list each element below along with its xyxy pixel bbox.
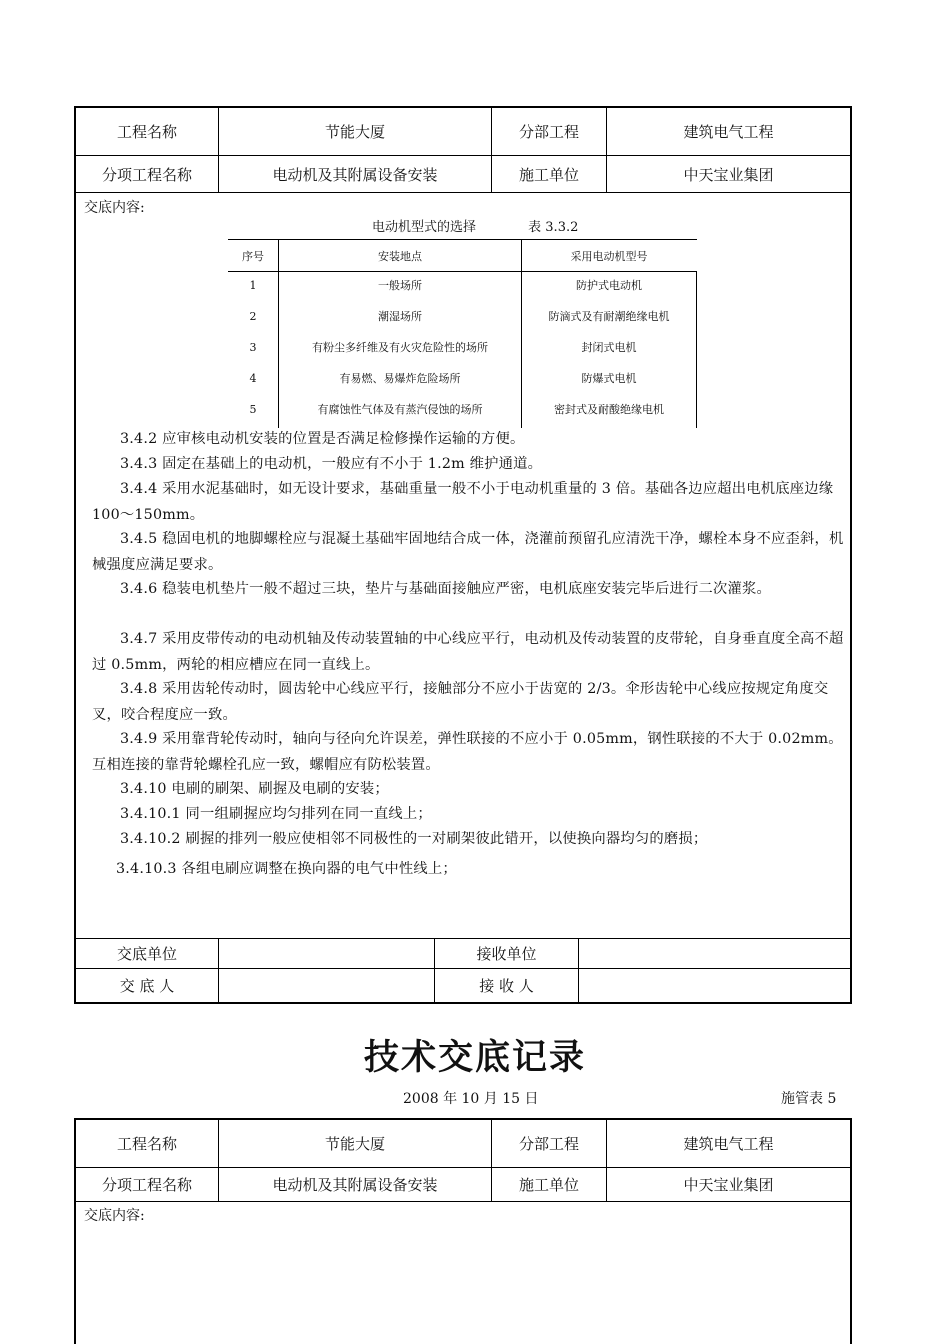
table-cell: 防滴式及有耐潮绝缘电机 <box>548 310 670 323</box>
division-value-2: 建筑电气工程 <box>683 1135 774 1153</box>
paragraph: 3.4.3 固定在基础上的电动机，一般应有不小于 1.2m 维护通道。 <box>120 456 543 472</box>
table-cell: 有易燃、易爆炸危险场所 <box>339 372 461 385</box>
table-cell: 4 <box>249 371 257 385</box>
division-label-2: 分部工程 <box>518 1135 579 1153</box>
paragraph: 3.4.8 采用齿轮传动时，圆齿轮中心线应平行，接触部分不应小于齿宽的 2/3。伞形齿轮中心线应按规定角度交叉，咬合程度应一致。 <box>92 681 829 723</box>
contractor-label: 施工单位 <box>518 165 579 184</box>
receiving-person-field[interactable] <box>579 969 850 1002</box>
project-name-value: 节能大厦 <box>324 123 385 141</box>
paragraph: 3.4.9 采用靠背轮传动时，轴向与径向允许误差，弹性联接的不应小于 0.05mm，钢性联接的不大于 0.02mm。互相连接的靠背轮螺栓孔应一致，螺帽应有防松装置。 <box>92 731 843 773</box>
table-cell: 有粉尘多纤维及有火灾危险性的场所 <box>312 341 488 354</box>
contractor-value-2: 中天宝业集团 <box>683 1176 774 1194</box>
motor-table-number: 表 3.3.2 <box>528 220 579 235</box>
paragraph: 3.4.10.3 各组电刷应调整在换向器的电气中性线上； <box>116 861 457 877</box>
paragraph: 3.4.5 稳固电机的地脚螺栓应与混凝土基础牢固地结合成一体，浇灌前预留孔应清洗干净，螺栓本身不应歪斜，机械强度应满足要求。 <box>92 531 844 573</box>
division-label: 分部工程 <box>518 123 579 141</box>
table-cell: 1 <box>249 278 257 292</box>
receiving-unit-field[interactable] <box>579 939 850 968</box>
motor-table-caption <box>372 216 578 235</box>
paragraph: 3.4.10.2 刷握的排列一般应使相邻不同极性的一对刷架彼此错开，以使换向器均匀的磨损； <box>120 831 708 847</box>
table-cell: 防爆式电机 <box>581 372 637 385</box>
subitem-value-2: 电动机及其附属设备安装 <box>272 1176 438 1194</box>
project-name-label-2: 工程名称 <box>116 1135 177 1153</box>
table-cell: 密封式及耐酸绝缘电机 <box>554 403 664 416</box>
form-number: 施管表 5 <box>781 1091 837 1107</box>
project-name-label: 工程名称 <box>116 123 177 141</box>
contractor-label-2: 施工单位 <box>518 1176 579 1194</box>
paragraph: 3.4.10.1 同一组刷握应均匀排列在同一直线上； <box>120 806 432 822</box>
paragraph: 3.4.10 电刷的刷架、刷握及电刷的安装； <box>120 781 389 797</box>
paragraph: 3.4.2 应审核电动机安装的位置是否满足检修操作运输的方便。 <box>120 431 525 447</box>
grid-line <box>75 1201 851 1202</box>
contractor-value: 中天宝业集团 <box>683 165 774 184</box>
paragraph: 3.4.4 采用水泥基础时，如无设计要求，基础重量一般不小于电动机重量的 3 倍。基础各边应超出电机底座边缘 100～150mm。 <box>92 481 834 523</box>
project-name-value-2: 节能大厦 <box>324 1135 385 1153</box>
table-cell: 防护式电动机 <box>576 279 642 292</box>
subitem-label: 分项工程名称 <box>101 165 192 184</box>
table-cell: 3 <box>249 340 257 354</box>
table-cell: 潮湿场所 <box>378 310 422 323</box>
table-header-motor-type: 采用电动机型号 <box>570 249 648 263</box>
content-label-2: 交底内容: <box>84 1208 145 1224</box>
table-header-location: 安装地点 <box>378 249 422 263</box>
handover-person-label: 交 底 人 <box>119 977 175 995</box>
receiving-unit-label: 接收单位 <box>476 945 537 963</box>
table-cell: 5 <box>249 402 257 416</box>
grid-line <box>75 192 851 193</box>
table-rule-header <box>228 271 697 272</box>
table-cell: 封闭式电机 <box>581 341 637 354</box>
table-col-line <box>696 271 697 428</box>
receiving-person-label: 接 收 人 <box>479 977 534 995</box>
subitem-value: 电动机及其附属设备安装 <box>272 165 438 184</box>
document-date: 2008 年 10 月 15 日 <box>403 1091 539 1107</box>
paragraph: 3.4.6 稳装电机垫片一般不超过三块，垫片与基础面接触应严密，电机底座安装完毕后进行二次灌浆。 <box>120 581 771 597</box>
paragraph: 3.4.7 采用皮带传动的电动机轴及传动装置轴的中心线应平行，电动机及传动装置的皮带轮，自身垂直度全高不超过 0.5mm，两轮的相应槽应在同一直线上。 <box>92 631 844 673</box>
subitem-label-2: 分项工程名称 <box>101 1176 192 1194</box>
table-header-index: 序号 <box>242 249 264 263</box>
handover-person-field[interactable] <box>219 969 434 1002</box>
motor-table-title: 电动机型式的选择 <box>372 220 477 235</box>
handover-unit-field[interactable] <box>219 939 434 968</box>
document-title: 技术交底记录 <box>363 1038 586 1078</box>
table-cell: 有腐蚀性气体及有蒸汽侵蚀的场所 <box>317 403 483 416</box>
handover-unit-label: 交底单位 <box>116 945 177 963</box>
content-label: 交底内容: <box>84 200 145 216</box>
division-value: 建筑电气工程 <box>683 123 774 141</box>
table-cell: 一般场所 <box>378 279 422 292</box>
table-cell: 2 <box>249 309 257 323</box>
